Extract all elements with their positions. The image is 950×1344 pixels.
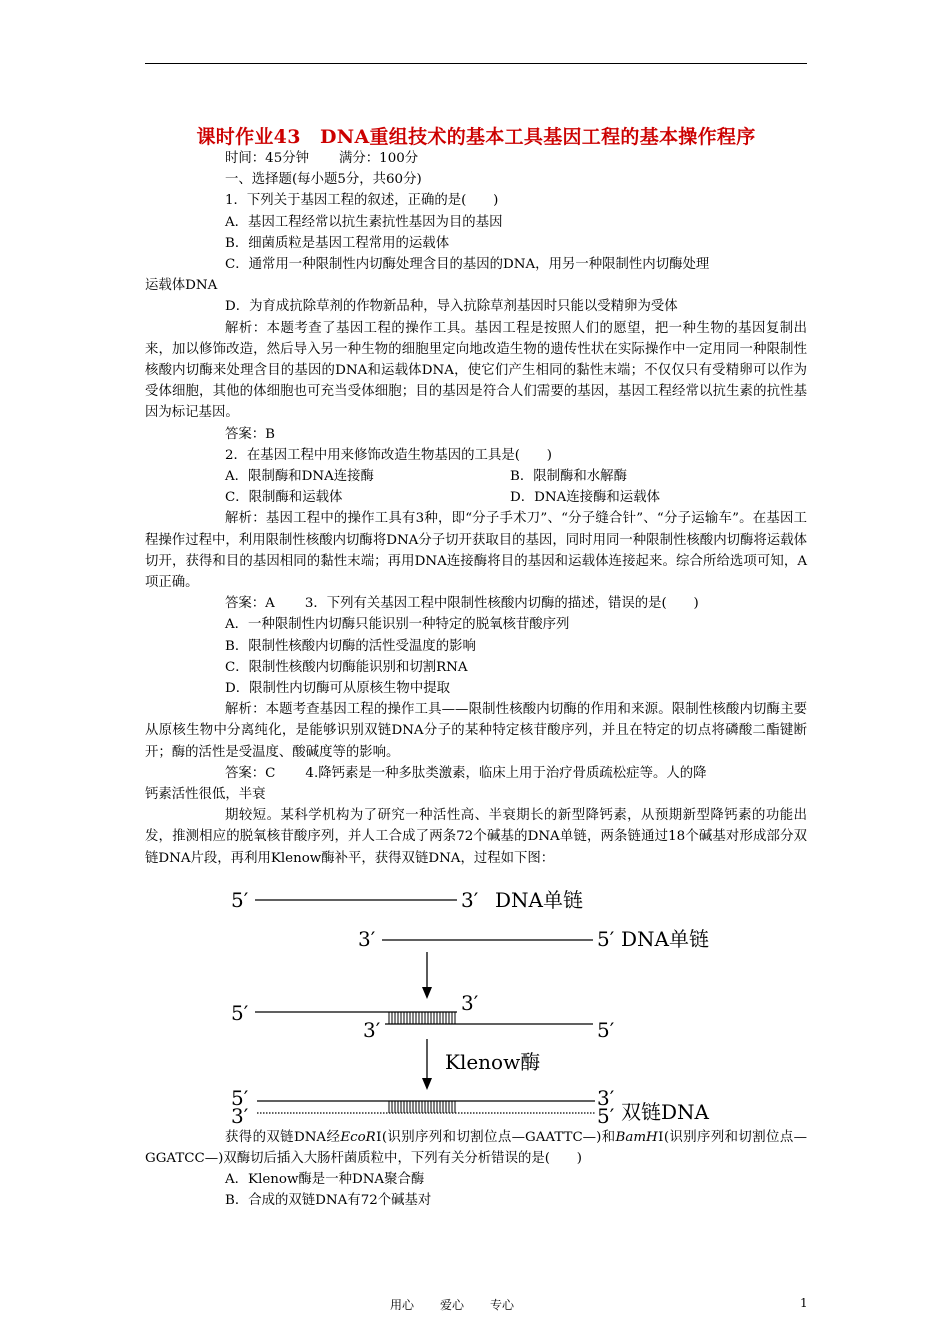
fig-single-strand-1-label: DNA单链 xyxy=(495,887,583,912)
fig-row3-left-label: 5′ xyxy=(231,1000,249,1025)
footer-word-1: 用心 xyxy=(390,1298,415,1312)
dna-figure-svg xyxy=(145,879,807,1127)
fig-base-pairs-1 xyxy=(389,1012,455,1024)
q4-stem-a: 4.降钙素是一种多肽类激素，临床上用于治疗骨质疏松症等。人的降 xyxy=(305,765,707,781)
q2-options-row1 xyxy=(145,466,807,487)
q2-option-a: A．限制酶和DNA连接酶 xyxy=(225,469,374,485)
fig-row4-left-5: 5′ xyxy=(231,1085,249,1110)
q1-option-d: D．为育成抗除草剂的作物新品种，导入抗除草剂基因时只能以受精卵为受体 xyxy=(225,299,678,315)
q2-stem: 2．在基因工程中用来修饰改造生物基因的工具是( ) xyxy=(225,447,552,463)
q3-stem: 3．下列有关基因工程中限制性核酸内切酶的描述，错误的是( ) xyxy=(304,596,699,612)
q2-options-row2 xyxy=(145,487,807,508)
fig-row4-left-3: 3′ xyxy=(231,1103,249,1127)
q2-option-d: D．DNA连接酶和运载体 xyxy=(510,490,660,506)
fig-base-pairs-2 xyxy=(389,1101,455,1113)
q2-analysis: 解析：基因工程中的操作工具有3种，即“分子手术刀”、“分子缝合针”、“分子运输车”。在基因工程操作过程中，利用限制性核酸内切酶将DNA分子切开获取目的基因，同时用同一种限制性核酸内切酶将运载体切开，获得和目的基因相同的黏性末端；再用DNA连接酶将目的基因和运载体连接起来。综合所给选项可知，A项正确。 xyxy=(145,511,807,591)
q4-stem-c: 期较短。某科学机构为了研究一种活性高、半衰期长的新型降钙素，从预期新型降钙素的功能出发，推测相应的脱氧核苷酸序列，并人工合成了两条72个碱基的DNA单链，两条链通过18个碱基对形成部分双链DNA片段，再利用Klenow酶补平，获得双链DNA，过程如下图： xyxy=(145,808,807,866)
q1-option-b: B．细菌质粒是基因工程常用的运载体 xyxy=(225,235,450,251)
q3-analysis: 解析：本题考查基因工程的操作工具——限制性核酸内切酶的作用和来源。限制性核酸内切酶主要从原核生物中分离纯化，是能够识别双链DNA分子的某种特定核苷酸序列，并且在特定的切点将磷酸二酯键断开；酶的活性是受温度、酸碱度等的影响。 xyxy=(145,702,807,760)
q1-answer: 答案：B xyxy=(225,426,276,442)
fig-row4-right-5: 5′ xyxy=(597,1103,615,1127)
q3-answer: 答案：C xyxy=(225,765,276,781)
q3-option-c: C．限制性核酸内切酶能识别和切割RNA xyxy=(225,659,468,675)
q2-option-c: C．限制酶和运载体 xyxy=(225,490,343,506)
q4-stem-b: 钙素活性很低，半衰 xyxy=(145,787,266,803)
footer-motto xyxy=(390,1296,540,1313)
fig-klenow-label: Klenow酶 xyxy=(445,1049,541,1074)
q2-answer-q3-line xyxy=(145,593,807,614)
fig-row3-right-label: 3′ xyxy=(461,990,479,1015)
page-title: 课时作业43 DNA重组技术的基本工具基因工程的基本操作程序 xyxy=(196,126,756,148)
exam-time: 时间：45分钟 xyxy=(225,151,309,166)
fig-arrow-1-head xyxy=(422,987,432,999)
fig-row2-left-label: 3′ xyxy=(358,926,376,951)
q3-answer-q4-line xyxy=(145,763,807,784)
dna-synthesis-figure xyxy=(145,879,807,1127)
fig-row4-right-3: 3′ xyxy=(597,1085,615,1110)
q1-option-c-cont: 运载体DNA xyxy=(145,278,218,294)
exam-score: 满分：100分 xyxy=(339,151,419,166)
fig-row1-right-label: 3′ xyxy=(461,887,479,912)
fig-single-strand-2-label: DNA单链 xyxy=(621,926,709,951)
fig-row2-right-label: 5′ xyxy=(597,926,615,951)
fig-row3b-right-label: 5′ xyxy=(597,1017,615,1042)
fig-row1-left-label: 5′ xyxy=(231,887,249,912)
q4-option-a: A．Klenow酶是一种DNA聚合酶 xyxy=(225,1172,425,1188)
q4-after-text-1: 获得的双链DNA经 xyxy=(225,1129,341,1145)
q4-after-text-2: Ⅰ(识别序列和切割位点—GAATTC—)和 xyxy=(375,1129,616,1145)
q2-answer: 答案：A xyxy=(225,596,275,612)
q2-option-b: B．限制酶和水解酶 xyxy=(510,469,627,485)
fig-row3b-left-label: 3′ xyxy=(363,1017,381,1042)
q4-enzyme-ecor: EcoR xyxy=(340,1129,376,1145)
q3-option-d: D．限制性内切酶可从原核生物中提取 xyxy=(225,681,450,697)
document-page xyxy=(145,124,807,1212)
header-rule xyxy=(145,63,807,64)
q1-analysis: 解析：本题考查了基因工程的操作工具。基因工程是按照人们的愿望，把一种生物的基因复制出来，加以修饰改造，然后导入另一种生物的细胞里定向地改造生物的遗传性状在实际操作中一定用同一种限制性核酸内切酶来处理含目的基因的DNA和运载体DNA，使它们产生相同的黏性末端；不仅仅只有受精卵可以作为受体细胞，其他的体细胞也可充当受体细胞；目的基因是符合人们需要的基因，基因工程经常以抗生素的抗性基因为标记基因。 xyxy=(145,320,807,421)
q4-after-figure xyxy=(145,1127,807,1169)
footer-word-2: 爱心 xyxy=(440,1298,465,1312)
q3-option-a: A．一种限制性内切酶只能识别一种特定的脱氧核苷酸序列 xyxy=(225,617,570,633)
q1-option-a: A．基因工程经常以抗生素抗性基因为目的基因 xyxy=(225,214,503,230)
fig-double-strand-label: 双链DNA xyxy=(621,1099,709,1124)
exam-meta xyxy=(145,148,807,169)
q4-option-b: B．合成的双链DNA有72个碱基对 xyxy=(225,1193,432,1209)
q4-enzyme-bamh: BamH xyxy=(615,1129,658,1145)
q3-option-b: B．限制性核酸内切酶的活性受温度的影响 xyxy=(225,638,476,654)
q1-option-c: C．通常用一种限制性内切酶处理含目的基因的DNA，用另一种限制性内切酶处理 xyxy=(225,257,710,273)
q4-after-text-3: Ⅰ(识别序列和切割位点—GGATCC—)双酶切后插入大肠杆菌质粒中，下列有关分析错误的是( ) xyxy=(145,1129,808,1167)
q1-stem: 1．下列关于基因工程的叙述，正确的是( ) xyxy=(225,193,499,209)
section-heading: 一、选择题(每小题5分，共60分) xyxy=(225,172,422,188)
footer-word-3: 专心 xyxy=(490,1298,515,1312)
page-number: 1 xyxy=(800,1296,808,1310)
fig-arrow-2-head xyxy=(422,1078,432,1090)
